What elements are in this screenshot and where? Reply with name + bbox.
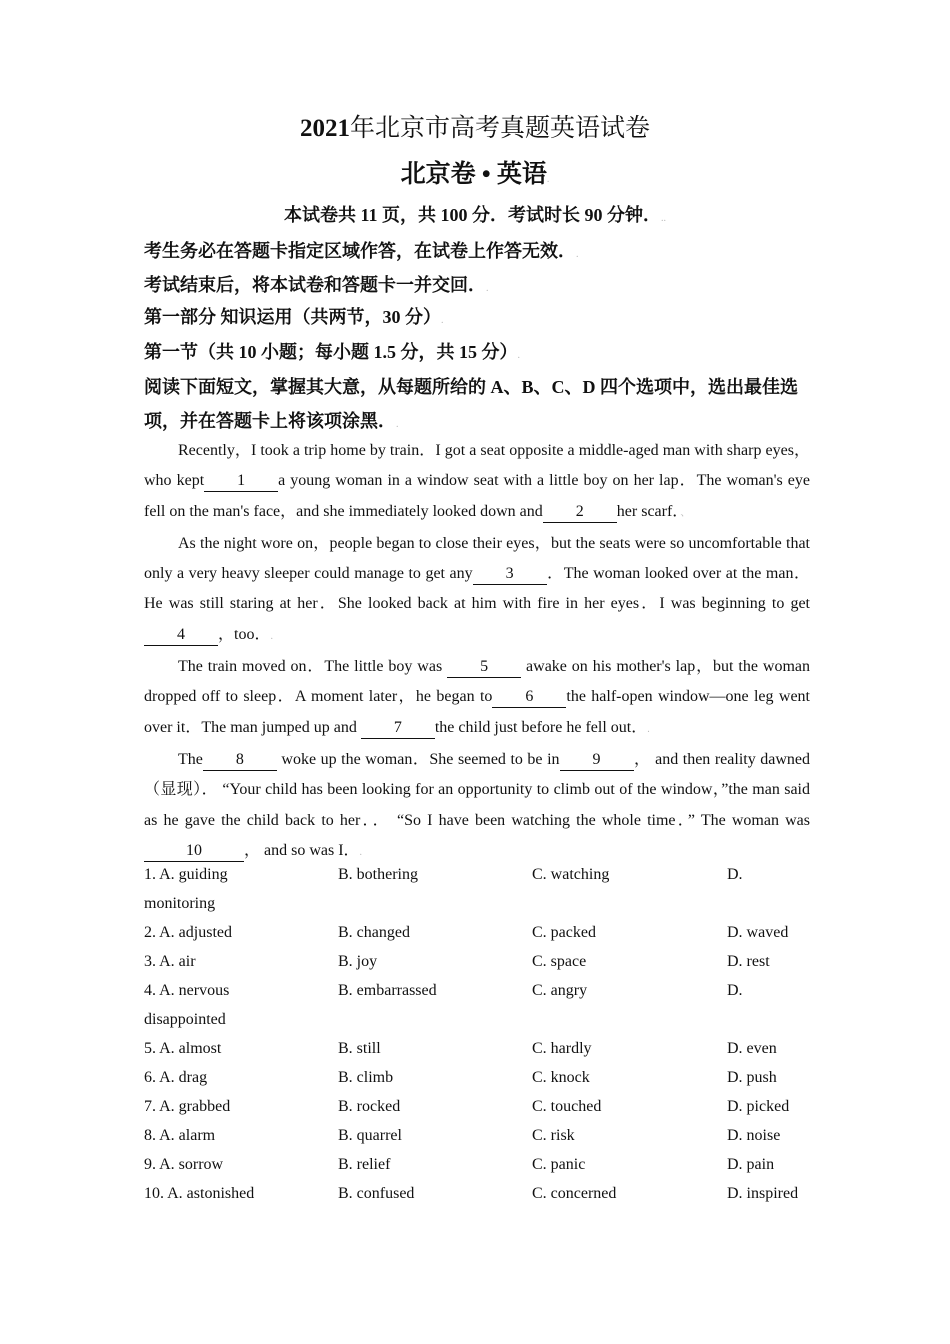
option-c[interactable]: C. panic — [532, 1156, 586, 1173]
option-b[interactable]: B. rocked — [338, 1098, 401, 1115]
notice-answer-card: 考生务必在答题卡指定区域作答，在试卷上作答无效．. — [144, 241, 579, 261]
option-a[interactable]: 6. A. drag — [144, 1069, 208, 1086]
option-d[interactable]: D. inspired — [727, 1185, 799, 1202]
p1-text-c: her scarf． — [616, 502, 681, 520]
option-d[interactable]: D. picked — [727, 1098, 790, 1115]
p3-text-c: the half-open window—one leg went over it．The man jumped up and — [144, 688, 810, 736]
subtitle-text: 北京卷 • 英语 — [400, 161, 547, 188]
option-a[interactable]: 3. A. air — [144, 953, 196, 970]
option-b[interactable]: B. changed — [338, 924, 410, 941]
option-b[interactable]: B. embarrassed — [338, 982, 437, 999]
p4-text-a: The — [178, 750, 203, 768]
blank-5[interactable]: 5 — [447, 657, 521, 678]
option-c[interactable]: C. concerned — [532, 1185, 617, 1202]
option-d[interactable]: D. pain — [727, 1156, 775, 1173]
p3-text-d: the child just before he fell out． — [434, 718, 648, 736]
option-a[interactable]: 2. A. adjusted — [144, 924, 232, 941]
section-heading: 第一节（共 10 小题；每小题 1.5 分，共 15 分）. — [144, 342, 520, 362]
option-d-wrapped[interactable]: monitoring — [144, 895, 216, 912]
option-c[interactable]: C. risk — [532, 1127, 575, 1144]
option-b[interactable]: B. relief — [338, 1156, 391, 1173]
paragraph-4: The 8 woke up the woman．She seemed to be in 9 ， and then reality dawned （显现）． “Your child has been looking for an opportunity to climb out of the window，”the man said as he gave the child back to her．． “So I have been watching the whole time．” The woman was 10 ， and so was I．. — [144, 745, 810, 868]
blank-10[interactable]: 10 — [144, 841, 244, 862]
option-row-9 — [144, 1150, 810, 1179]
option-b[interactable]: B. confused — [338, 1185, 415, 1202]
option-c[interactable]: C. knock — [532, 1069, 590, 1086]
reading-passage — [144, 436, 810, 868]
blank-7[interactable]: 7 — [361, 718, 435, 739]
option-b[interactable]: B. joy — [338, 953, 378, 970]
option-d[interactable]: D. even — [727, 1040, 777, 1057]
p4-text-c: ， and then reality dawned （显现）． “Your child has been looking for an opportunity to climb out of the window，”the man said as he gave the child back to her．． “So I have been watching the whole time．” The woman was — [144, 750, 811, 829]
p3-text-a: The train moved on．The little boy was — [178, 658, 443, 676]
blank-9[interactable]: 9 — [560, 750, 634, 771]
option-b[interactable]: B. climb — [338, 1069, 394, 1086]
instruction-text: 阅读下面短文，掌握其大意，从每题所给的 A、B、C、D 四个选项中，选出最佳选项，并在答题卡上将该项涂黑． — [144, 377, 798, 431]
blank-3[interactable]: 3 — [473, 564, 547, 585]
option-b[interactable]: B. quarrel — [338, 1127, 402, 1144]
option-a[interactable]: 9. A. sorrow — [144, 1156, 224, 1173]
option-c[interactable]: C. angry — [532, 982, 588, 999]
part1-text: 第一部分 知识运用（共两节，30 分） — [144, 307, 441, 327]
option-d[interactable]: D. — [727, 982, 743, 999]
option-b[interactable]: B. bothering — [338, 866, 418, 883]
instruction: 阅读下面短文，掌握其大意，从每题所给的 A、B、C、D 四个选项中，选出最佳选项，并在答题卡上将该项涂黑．. — [144, 377, 798, 431]
option-a[interactable]: 4. A. nervous — [144, 982, 230, 999]
blank-6[interactable]: 6 — [492, 687, 566, 708]
option-row-6 — [144, 1063, 810, 1092]
p1-text-a: Recently，I took a trip home by train．I got a seat opposite a middle-aged man with sharp eyes，who kept — [144, 442, 810, 490]
p2-text-b: ．The woman looked over at the man．He was still staring at her．She looked back at him with fire in her eyes．I was beginning to get — [144, 565, 810, 613]
paragraph-2: As the night wore on，people began to close their eyes，but the seats were so uncomfortable that only a very heavy sleeper could manage to get any 3 ．The woman looked over at the man．He was still staring at her．She looked back at him with fire in her eyes．I was beginning to get4 ，too．. — [144, 529, 810, 652]
option-a[interactable]: 8. A. alarm — [144, 1127, 216, 1144]
section1-text: 第一节（共 10 小题；每小题 1.5 分，共 15 分） — [144, 342, 518, 362]
notice1-text: 考生务必在答题卡指定区域作答，在试卷上作答无效． — [144, 241, 576, 261]
p1-text-b: a young woman in a window seat with a little boy on her lap．The woman's eye fell on the man's face，and she immediately looked down and — [144, 472, 810, 520]
p2-text-a: As the night wore on，people began to close their eyes，but the seats were so uncomfortable that only a very heavy sleeper could manage to get any — [144, 534, 810, 583]
part-heading: 第一部分 知识运用（共两节，30 分）. — [144, 307, 444, 327]
exam-title — [0, 112, 950, 146]
option-c[interactable]: C. touched — [532, 1098, 602, 1115]
paragraph-1: Recently，I took a trip home by train．I got a seat opposite a middle-aged man with sharp eyes，who kept 1 a young woman in a window seat with a little boy on her lap．The woman's eye fell on the man's face，and she immediately looked down and 2 her scarf．、 — [144, 436, 810, 529]
option-row-7 — [144, 1092, 810, 1121]
option-c[interactable]: C. space — [532, 953, 587, 970]
option-row-1 — [144, 860, 810, 918]
option-a[interactable]: 7. A. grabbed — [144, 1098, 231, 1115]
blank-8[interactable]: 8 — [203, 750, 277, 771]
p2-text-c: ，too． — [218, 625, 271, 643]
option-c[interactable]: C. hardly — [532, 1040, 592, 1057]
exam-info: 本试卷共 11 页，共 100 分．考试时长 90 分钟．.. — [283, 205, 666, 225]
exam-subtitle: 北京卷 • 英语. — [400, 161, 550, 188]
option-b[interactable]: B. still — [338, 1040, 381, 1057]
paragraph-3: The train moved on．The little boy was 5 awake on his mother's lap，but the woman dropped off to sleep．A moment later，he began to 6 the half-open window—one leg went over it．The man jumped up and 7 the child just before he fell out．. — [144, 652, 810, 745]
option-d-wrapped[interactable]: disappointed — [144, 1011, 226, 1028]
blank-1[interactable]: 1 — [204, 471, 278, 492]
blank-2[interactable]: 2 — [543, 502, 617, 523]
option-d[interactable]: D. noise — [727, 1127, 781, 1144]
title-year: 2021 — [299, 115, 350, 142]
option-row-4 — [144, 976, 810, 1034]
option-row-8 — [144, 1121, 810, 1150]
option-d[interactable]: D. push — [727, 1069, 777, 1086]
option-a[interactable]: 5. A. almost — [144, 1040, 222, 1057]
blank-4[interactable]: 4 — [144, 625, 218, 646]
p4-text-b: woke up the woman．She seemed to be in — [281, 750, 560, 768]
notice-hand-in: 考试结束后，将本试卷和答题卡一并交回．. — [144, 275, 489, 295]
p4-text-d: ， and so was I． — [244, 841, 360, 859]
option-row-3 — [144, 947, 810, 976]
option-row-10 — [144, 1179, 810, 1208]
option-a[interactable]: 10. A. astonished — [144, 1185, 255, 1202]
option-d[interactable]: D. — [727, 866, 743, 883]
option-a[interactable]: 1. A. guiding — [144, 866, 228, 883]
p3-text-b: awake on his mother's lap，but the woman dropped off to sleep．A moment later，he began to — [144, 658, 810, 706]
answer-options — [144, 860, 810, 1208]
option-d[interactable]: D. waved — [727, 924, 789, 941]
option-c[interactable]: C. watching — [532, 866, 610, 883]
notice2-text: 考试结束后，将本试卷和答题卡一并交回． — [144, 275, 486, 295]
option-row-5 — [144, 1034, 810, 1063]
option-row-2 — [144, 918, 810, 947]
option-d[interactable]: D. rest — [727, 953, 770, 970]
title-rest: 年北京市高考真题英语试卷 — [349, 115, 650, 142]
option-c[interactable]: C. packed — [532, 924, 596, 941]
info-text: 本试卷共 11 页，共 100 分．考试时长 90 分钟． — [283, 205, 661, 225]
